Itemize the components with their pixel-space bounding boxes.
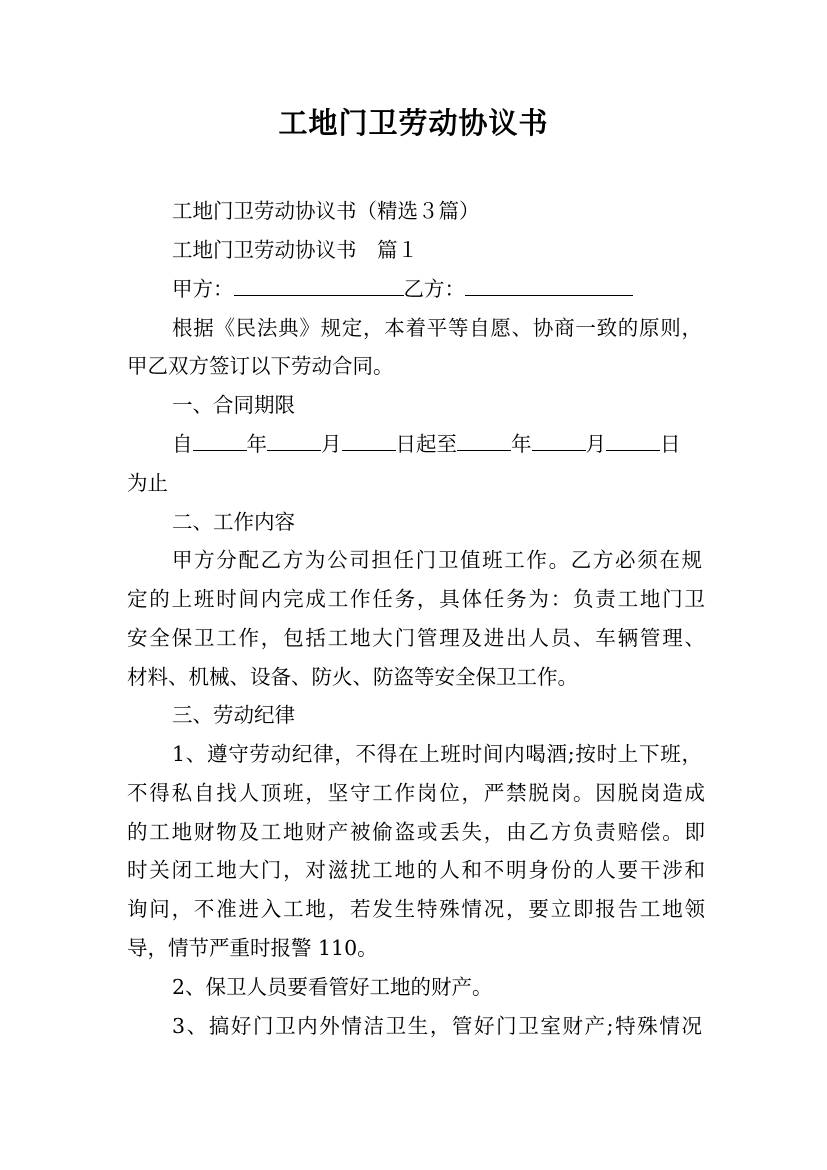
part-heading: 工地门卫劳动协议书 篇１ <box>172 238 418 262</box>
paragraph-line: 1、遵守劳动纪律，不得在上班时间内喝酒;按时上下班， <box>172 742 702 766</box>
term-blank <box>193 430 247 451</box>
paragraph-line: 不得私自找人顶班，坚守工作岗位，严禁脱岗。因脱岗造成 <box>127 781 705 805</box>
intro-line: 根据《民法典》规定，本着平等自愿、协商一致的原则， <box>172 316 702 340</box>
party-a-label: 甲方： <box>172 277 234 301</box>
term-blank <box>532 430 586 451</box>
term-day-to: 日起至 <box>395 432 457 456</box>
term-line <box>172 429 681 459</box>
term-blank <box>457 430 511 451</box>
paragraph-line: 3、搞好门卫内外情洁卫生，管好门卫室财产;特殊情况 <box>172 1014 702 1038</box>
paragraph-line: 甲方分配乙方为公司担任门卫值班工作。乙方必须在规 <box>172 548 702 572</box>
paragraph-line: 时关闭工地大门，对滋扰工地的人和不明身份的人要干涉和 <box>127 858 705 882</box>
parties-line <box>172 274 633 304</box>
term-month: 月 <box>585 432 606 456</box>
term-month: 月 <box>321 432 342 456</box>
term-end: 为止 <box>127 471 168 495</box>
term-blank <box>606 430 660 451</box>
term-day: 日 <box>660 432 681 456</box>
intro-line: 甲乙双方签订以下劳动合同。 <box>127 354 394 378</box>
term-blank <box>342 430 396 451</box>
paragraph-line: 询问，不准进入工地，若发生特殊情况，要立即报告工地领 <box>127 897 705 921</box>
section-heading: 一、合同期限 <box>172 393 295 417</box>
document-subtitle: 工地门卫劳动协议书（精选３篇） <box>172 199 480 223</box>
term-from: 自 <box>172 432 193 456</box>
paragraph-line: 定的上班时间内完成工作任务，具体任务为：负责工地门卫 <box>127 587 705 611</box>
paragraph-line: 2、保卫人员要看管好工地的财产。 <box>172 975 493 999</box>
section-heading: 三、劳动纪律 <box>172 703 295 727</box>
term-year: 年 <box>511 432 532 456</box>
term-year: 年 <box>246 432 267 456</box>
paragraph-line: 的工地财物及工地财产被偷盗或丢失，由乙方负责赔偿。即 <box>127 820 705 844</box>
party-a-blank <box>234 275 404 296</box>
paragraph-line: 导，情节严重时报警 110。 <box>127 936 378 960</box>
paragraph-line: 安全保卫工作，包括工地大门管理及进出人员、车辆管理、 <box>127 626 705 650</box>
party-b-label: 乙方： <box>403 277 465 301</box>
paragraph-line: 材料、机械、设备、防火、防盗等安全保卫工作。 <box>127 665 578 689</box>
document-title: 工地门卫劳动协议书 <box>278 106 549 140</box>
section-heading: 二、工作内容 <box>172 510 295 534</box>
term-blank <box>267 430 321 451</box>
party-b-blank <box>465 275 633 296</box>
